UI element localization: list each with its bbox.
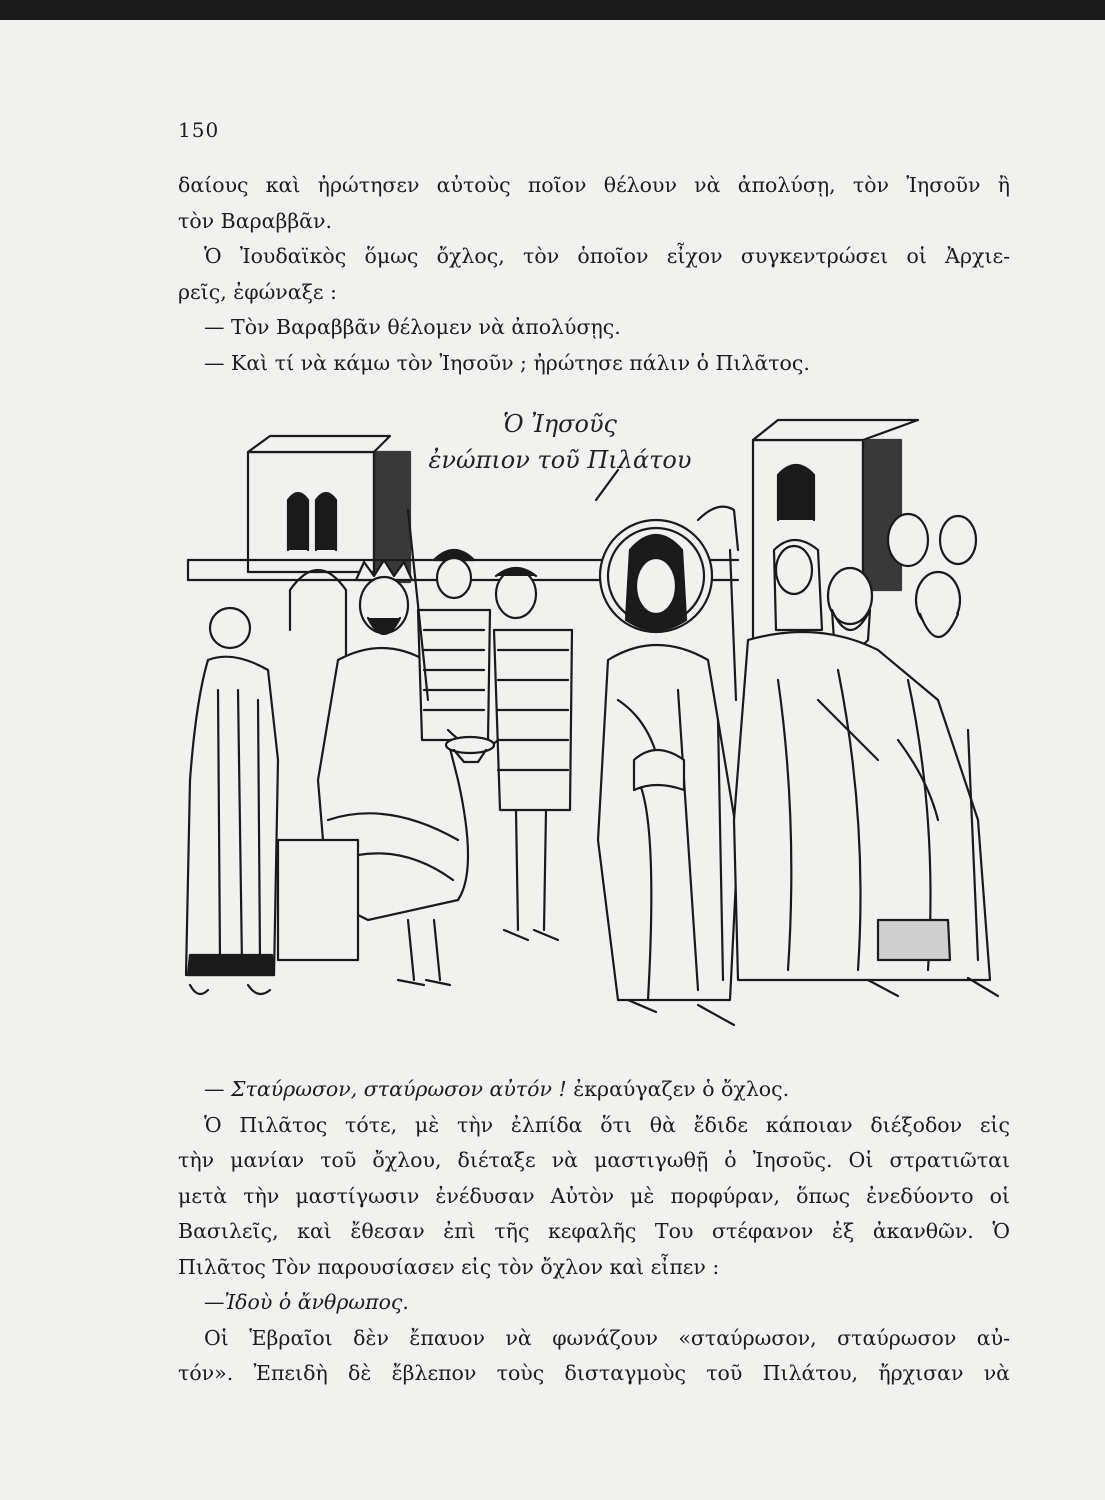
illustration-caption (400, 406, 720, 478)
bottom-text-block (178, 1072, 1010, 1392)
text-line: Βασιλεῖς, καὶ ἔθεσαν ἐπὶ τῆς κεφαλῆς Του στέφανον ἐξ ἀκανθῶν. Ὁ (178, 1219, 1010, 1243)
text-line: δαίους καὶ ἠρώτησεν αὐτοὺς ποῖον θέλουν νὰ ἀπολύσῃ, τὸν Ἰησοῦν ἢ (178, 173, 1010, 197)
ecce-dash: — (204, 1290, 225, 1314)
text-line: Οἱ Ἑβραῖοι δὲν ἔπαυον νὰ φωνάζουν «σταύρωσον, σταύρωσον αὐ- (204, 1325, 1010, 1350)
crowd-figures-drawing (698, 507, 998, 996)
text-line: τὴν μανίαν τοῦ ὄχλου, διέταξε νὰ μαστιγωθῇ ὁ Ἰησοῦς. Οἱ στρατιῶται (178, 1148, 1010, 1172)
text-line: τόν». Ἐπειδὴ δὲ ἔβλεπον τοὺς δισταγμοὺς τοῦ Πιλάτου, ἤρχισαν νὰ (178, 1361, 1010, 1385)
shout-rest: ἐκραύγαζεν ὁ ὄχλος. (566, 1077, 790, 1101)
attendant-figure-drawing (186, 608, 278, 994)
ecce-homo-line (178, 1285, 1010, 1321)
shout-dash: — (204, 1077, 232, 1101)
text-line: ρεῖς, ἐφώναξε : (178, 279, 337, 304)
caption-line-1: Ὁ Ἰησοῦς (503, 410, 617, 438)
text-line: μετὰ τὴν μαστίγωσιν ἐνέδυσαν Αὐτὸν μὲ πορφύραν, ὅπως ἐνεδύοντο οἱ (178, 1183, 1010, 1208)
text-line: τὸν Βαραββᾶν. (178, 208, 332, 233)
dialog-line: — Τὸν Βαραββᾶν θέλομεν νὰ ἀπολύσῃς. (204, 315, 621, 339)
shout-line (178, 1072, 1010, 1108)
soldier-figure-drawing (408, 510, 498, 748)
dialog-line: — Καὶ τί νὰ κάμω τὸν Ἰησοῦν ; ἠρώτησε πάλιν ὁ Πιλᾶτος. (204, 350, 810, 375)
scan-top-border (0, 0, 1105, 20)
page-number: 150 (178, 118, 220, 142)
caption-line-2: ἐνώπιον τοῦ Πιλάτου (428, 446, 692, 474)
text-line: Ὁ Ἰουδαϊκὸς ὅμως ὄχλος, τὸν ὁποῖον εἶχον συγκεντρώσει οἱ Ἀρχιε- (204, 244, 1010, 268)
shout-italic: Σταύρωσον, σταύρωσον αὐτόν ! (231, 1077, 567, 1101)
illustration-jesus-before-pilate (178, 400, 1010, 1040)
jesus-figure-drawing (598, 520, 738, 1025)
text-line: Πιλᾶτος Τὸν παρουσίασεν εἰς τὸν ὄχλον καὶ εἶπεν : (178, 1254, 720, 1279)
top-text-block (178, 168, 1010, 381)
ecce-italic: Ἰδοὺ ὁ ἄνθρωπος. (224, 1290, 409, 1314)
text-line: Ὁ Πιλᾶτος τότε, μὲ τὴν ἐλπίδα ὅτι θὰ ἔδιδε κάποιαν διέξοδον εἰς (204, 1112, 1010, 1137)
